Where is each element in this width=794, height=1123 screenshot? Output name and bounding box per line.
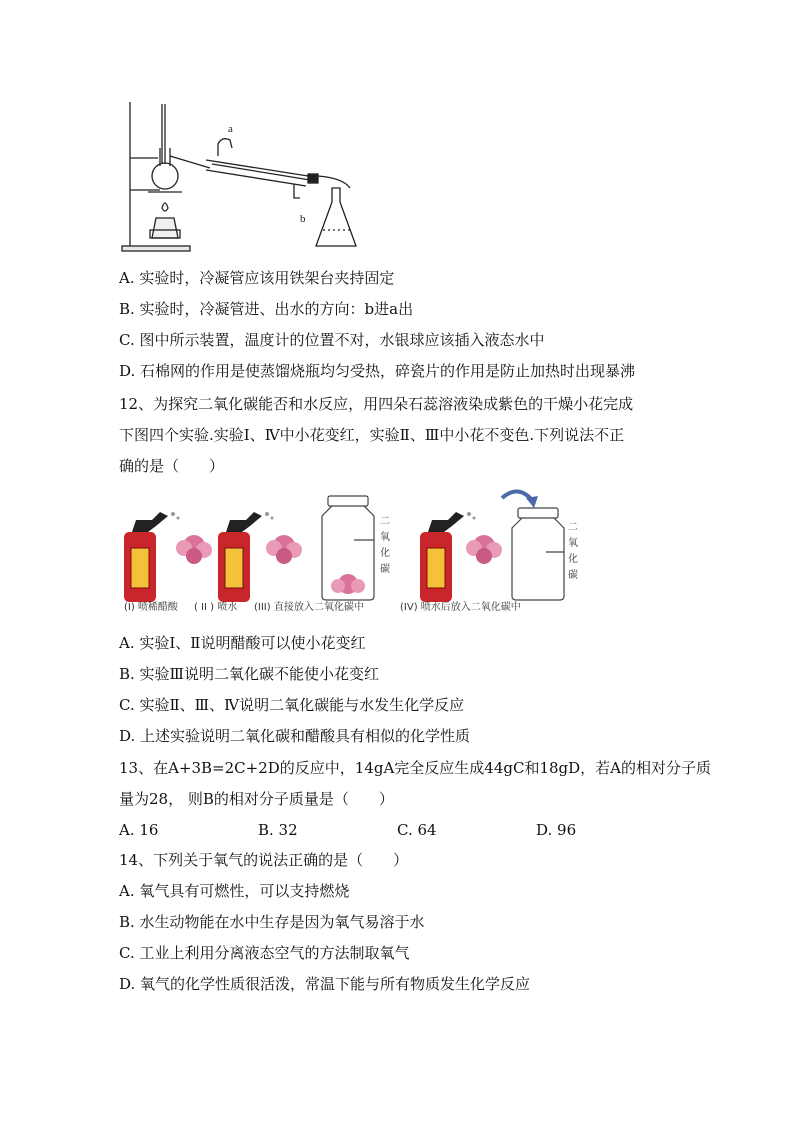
outlet-label-b: b bbox=[300, 213, 306, 225]
jar-label-char: 碳 bbox=[380, 564, 390, 575]
q13-option-a: A. 16 bbox=[119, 821, 159, 839]
q12-option-d: D. 上述实验说明二氧化碳和醋酸具有相似的化学性质 bbox=[119, 727, 471, 745]
caption-experiment-3: (III) 直接放入二氧化碳中 bbox=[254, 602, 364, 613]
q12-option-b: B. 实验Ⅲ说明二氧化碳不能使小花变红 bbox=[119, 665, 380, 683]
q13-option-c: C. 64 bbox=[397, 821, 437, 839]
q11-option-b: B. 实验时，冷凝管进、出水的方向：b进a出 bbox=[119, 300, 414, 318]
q12-option-c: C. 实验Ⅱ、Ⅲ、Ⅳ说明二氧化碳能与水发生化学反应 bbox=[119, 696, 465, 714]
spray-bottle-icon bbox=[124, 512, 180, 602]
flower-icon bbox=[176, 535, 212, 564]
q14-stem: 14、下列关于氧气的说法正确的是（ ） bbox=[119, 851, 409, 869]
q12-option-a: A. 实验Ⅰ、Ⅱ说明醋酸可以使小花变红 bbox=[119, 634, 366, 652]
flower-icon bbox=[331, 574, 365, 594]
inlet-label-a: a bbox=[228, 123, 233, 135]
jar-label-char: 碳 bbox=[568, 570, 578, 581]
co2-flower-experiment-figure bbox=[118, 486, 588, 616]
caption-experiment-1: (I) 喷稀醋酸 bbox=[124, 602, 178, 613]
q13-options-row bbox=[119, 820, 576, 840]
q11-option-c: C. 图中所示装置，温度计的位置不对，水银球应该插入液态水中 bbox=[119, 331, 545, 349]
jar-label-char: 氧 bbox=[380, 532, 390, 543]
q13-option-b: B. 32 bbox=[258, 821, 298, 839]
spray-bottle-icon bbox=[218, 512, 274, 602]
q14-option-d: D. 氧气的化学性质很活泼，常温下能与所有物质发生化学反应 bbox=[119, 975, 531, 993]
q12-stem-line-1: 12、为探究二氧化碳能否和水反应，用四朵石蕊溶液染成紫色的干燥小花完成 bbox=[119, 395, 634, 413]
q14-option-b: B. 水生动物能在水中生存是因为氧气易溶于水 bbox=[119, 913, 425, 931]
distillation-apparatus-figure bbox=[118, 98, 360, 256]
q13-stem-line-1: 13、在A+3B=2C+2D的反应中，14gA完全反应生成44gC和18gD，若A的相对分子质 bbox=[119, 759, 712, 777]
q14-option-c: C. 工业上利用分离液态空气的方法制取氧气 bbox=[119, 944, 410, 962]
jar-label-char: 化 bbox=[568, 554, 578, 565]
caption-experiment-4: (IV) 喷水后放入二氧化碳中 bbox=[400, 602, 521, 613]
q12-stem-line-2: 下图四个实验.实验Ⅰ、Ⅳ中小花变红，实验Ⅱ、Ⅲ中小花不变色.下列说法不正 bbox=[119, 426, 625, 444]
q13-option-d: D. 96 bbox=[536, 821, 577, 839]
flower-icon bbox=[266, 535, 302, 564]
jar-label-char: 二 bbox=[568, 522, 578, 533]
q14-option-a: A. 氧气具有可燃性，可以支持燃烧 bbox=[119, 882, 350, 900]
caption-experiment-2: ( II ) 喷水 bbox=[194, 602, 238, 613]
gas-jar-icon bbox=[512, 508, 564, 600]
jar-label-char: 二 bbox=[380, 516, 390, 527]
jar-label-char: 氧 bbox=[568, 538, 578, 549]
spray-bottle-icon bbox=[420, 512, 476, 602]
q13-stem-line-2: 量为28， 则B的相对分子质量是（ ） bbox=[119, 790, 394, 808]
q11-option-d: D. 石棉网的作用是使蒸馏烧瓶均匀受热，碎瓷片的作用是防止加热时出现暴沸 bbox=[119, 362, 636, 380]
q11-option-a: A. 实验时，冷凝管应该用铁架台夹持固定 bbox=[119, 269, 395, 287]
q12-stem-line-3: 确的是（ ） bbox=[119, 457, 225, 475]
flower-icon bbox=[466, 535, 502, 564]
jar-label-char: 化 bbox=[380, 548, 390, 559]
